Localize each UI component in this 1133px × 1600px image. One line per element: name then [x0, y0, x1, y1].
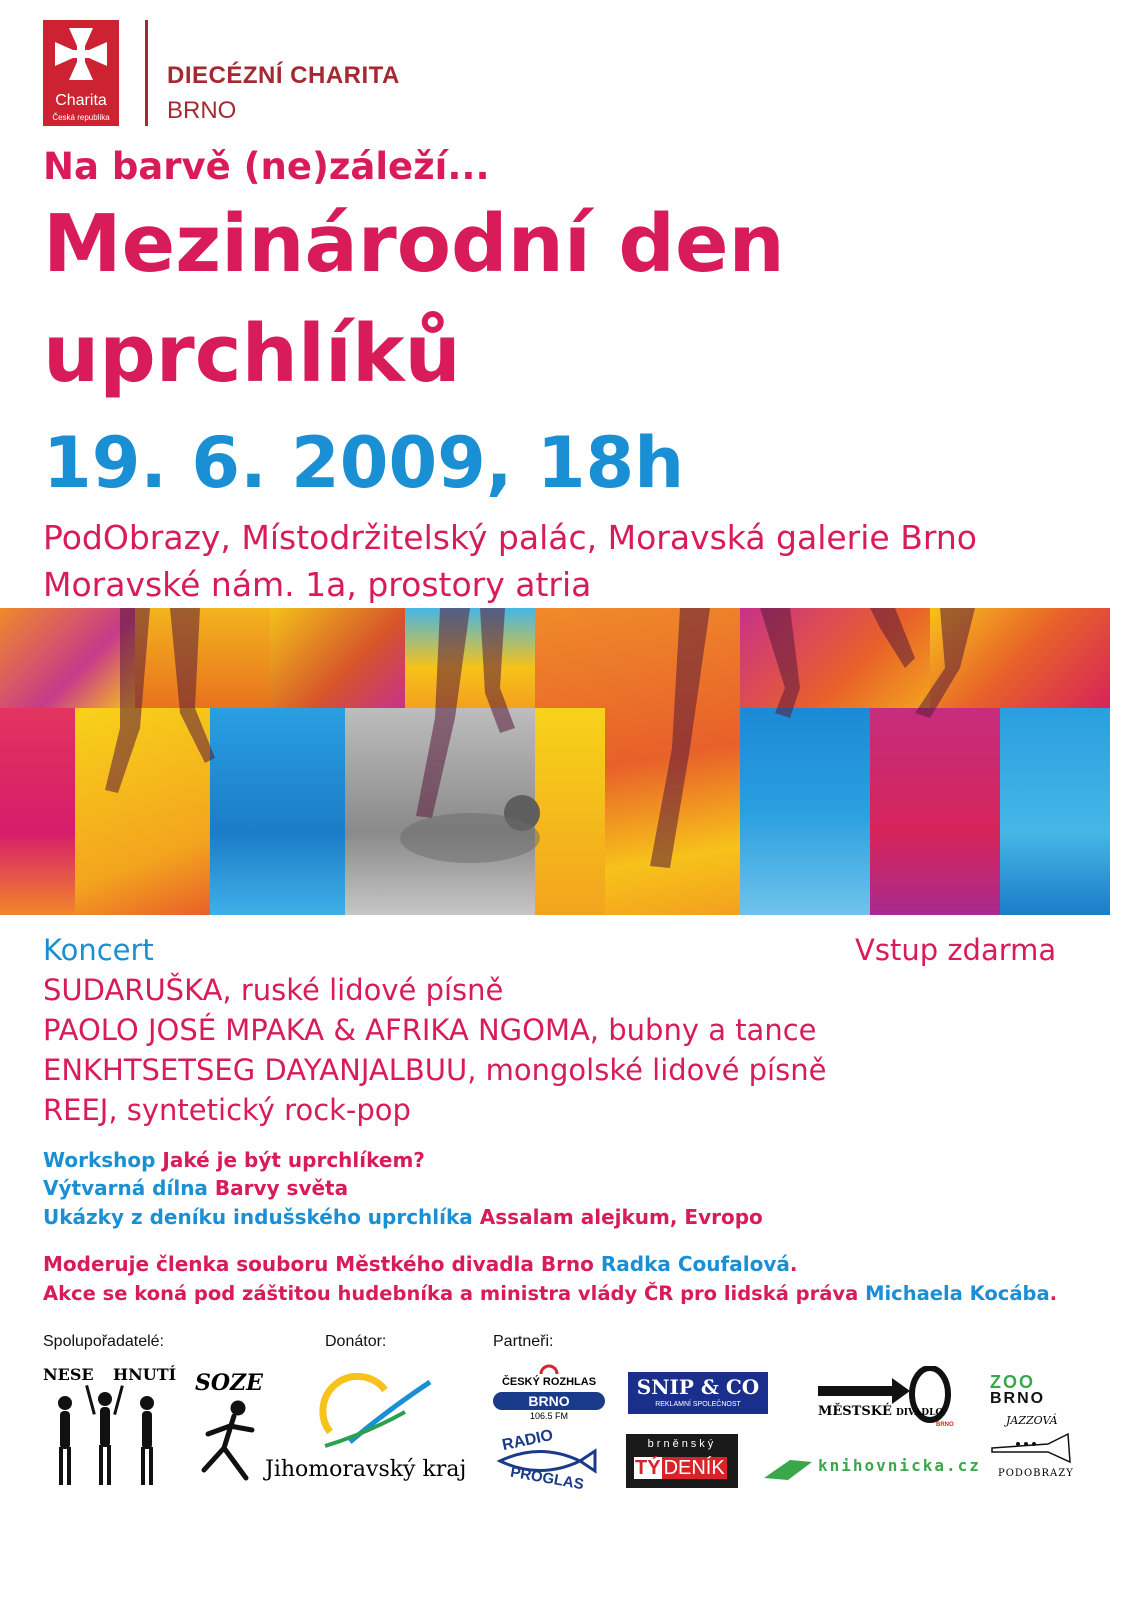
players-silhouette [0, 608, 1110, 915]
activity-item [43, 1176, 348, 1200]
moderator-text: Moderuje členka souboru Městkého divadla Brno [43, 1252, 594, 1276]
snip-co-logo: SNIP & CO REKLAMNÍ SPOLEČNOST [628, 1372, 768, 1414]
event-photo-collage [0, 608, 1110, 915]
jazzova-kavarna-podobrazy-logo: JAZZOVÁ PODOBRAZY [988, 1412, 1083, 1490]
runner-icon [190, 1400, 270, 1485]
moderator-line: Moderuje členka souboru Městkého divadla Brno Radka Coufalová. [43, 1252, 798, 1276]
entry-free: Vstup zdarma [855, 933, 1057, 967]
jmk-swoosh-icon [315, 1372, 435, 1452]
brnensky-tydenik-logo: brněnský TÝ DENÍK [626, 1434, 738, 1488]
event-title-line2: uprchlíků [43, 308, 461, 400]
knihovnicka-logo: knihovnicka.cz [762, 1448, 984, 1486]
subtitle: Na barvě (ne)záleží... [43, 145, 490, 188]
header-divider [145, 20, 148, 126]
org-name: DIECÉZNÍ CHARITA [167, 62, 400, 89]
mestske-divadlo-brno-logo: MĚSTSKÉ DIVADLO BRNO [818, 1366, 958, 1431]
charita-cross-icon [53, 26, 109, 82]
venue-line2: Moravské nám. 1a, prostory atria [43, 565, 592, 604]
patronage-line: Akce se koná pod záštitou hudebníka a ministra vlády ČR pro lidská práva Michaela Kocába. [43, 1282, 1058, 1305]
patronage-text: Akce se koná pod záštitou hudebníka a ministra vlády ČR pro lidská práva [43, 1282, 859, 1305]
cesky-rozhlas-brno-logo: ČESKÝ ROZHLAS BRNO 106.5 FM [493, 1362, 605, 1422]
activity-name: Barvy světa [214, 1176, 349, 1200]
coorganizers-label: Spolupořadatelé: [43, 1333, 164, 1350]
concert-heading: Koncert [43, 933, 154, 967]
radio-proglas-logo: RADIO PROGLAS [490, 1428, 600, 1493]
logo-subtext: Česká republika [52, 113, 110, 122]
activity-name: Assalam alejkum, Evropo [479, 1205, 763, 1229]
jihomoravsky-kraj-logo: Jihomoravský kraj [265, 1372, 470, 1487]
partners-label: Partneři: [493, 1333, 554, 1350]
performer-item: REEJ, syntetický rock-pop [43, 1093, 411, 1127]
radio-waves-icon [539, 1362, 559, 1376]
zoo-brno-logo: ZOO BRNO [990, 1372, 1046, 1407]
nese-hnuti-logo: NESE HNUTÍ [43, 1365, 173, 1490]
venue-line1: PodObrazy, Místodržitelský palác, Moravská galerie Brno [43, 518, 977, 557]
people-figures-icon [43, 1385, 173, 1490]
charita-logo [43, 20, 119, 126]
trumpet-icon [988, 1430, 1083, 1464]
patronage-name: Michaela Kocába [865, 1282, 1050, 1305]
performer-item: PAOLO JOSÉ MPAKA & AFRIKA NGOMA, bubny a tance [43, 1013, 817, 1047]
activity-item [43, 1205, 763, 1229]
activity-kind: Výtvarná dílna [43, 1176, 208, 1200]
moderator-name: Radka Coufalová [600, 1252, 790, 1276]
activity-item [43, 1148, 425, 1172]
soze-logo: SOZE [190, 1370, 270, 1485]
activity-kind: Workshop [43, 1148, 156, 1172]
activity-name: Jaké je být uprchlíkem? [162, 1148, 425, 1172]
performer-item: SUDARUŠKA, ruské lidové písně [43, 973, 504, 1007]
book-icon [762, 1452, 814, 1482]
org-city: BRNO [167, 97, 237, 124]
donor-label: Donátor: [325, 1333, 387, 1350]
logo-text: Charita [55, 92, 107, 109]
event-title-line1: Mezinárodní den [43, 198, 785, 290]
performer-item: ENKHTSETSEG DAYANJALBUU, mongolské lidové písně [43, 1053, 827, 1087]
event-date: 19. 6. 2009, 18h [43, 422, 685, 504]
activity-kind: Ukázky z deníku indušského uprchlíka [43, 1205, 473, 1229]
